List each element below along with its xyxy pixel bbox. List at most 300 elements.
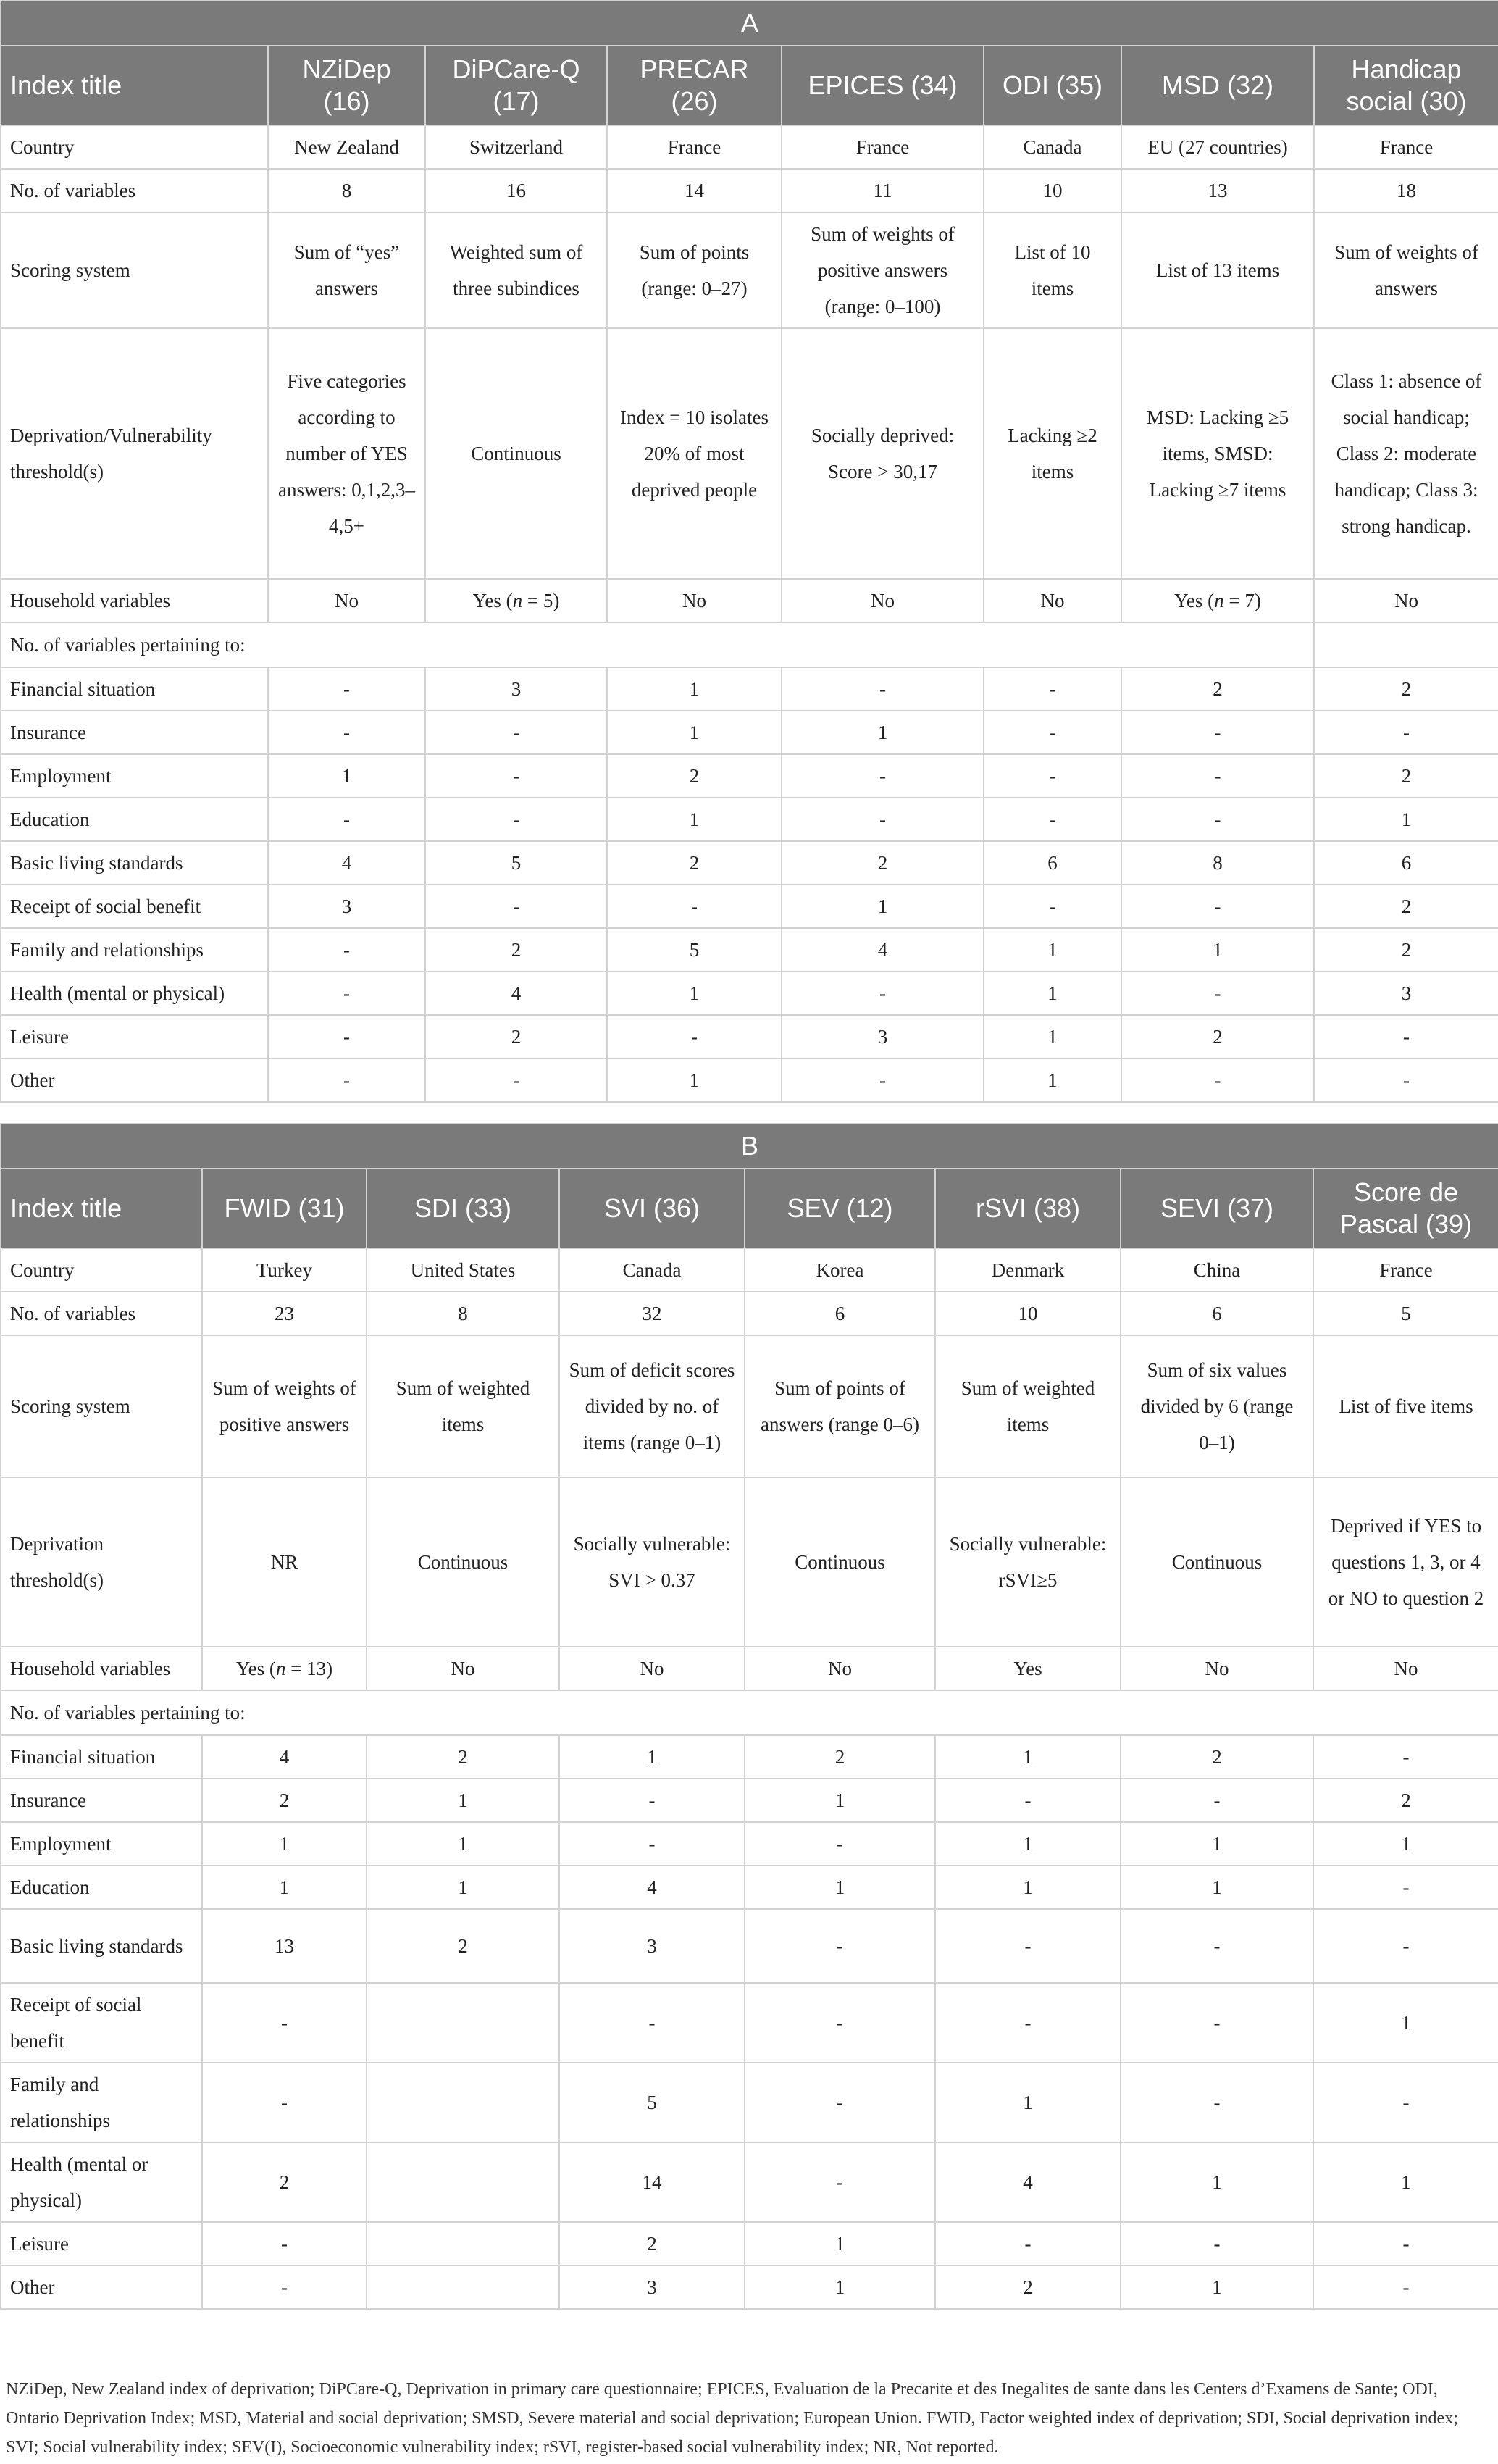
table-cell: France bbox=[1314, 125, 1498, 169]
table-cell: - bbox=[268, 1058, 425, 1102]
table-cell: - bbox=[745, 2142, 935, 2222]
table-cell: 14 bbox=[559, 2142, 745, 2222]
section-label: No. of variables pertaining to: bbox=[1, 622, 1314, 667]
row-label: Health (mental or physical) bbox=[1, 972, 268, 1015]
table-cell: Continuous bbox=[1121, 1477, 1313, 1647]
table-cell: - bbox=[1121, 1779, 1313, 1822]
table-cell bbox=[367, 2063, 559, 2142]
table-row bbox=[1, 1647, 1498, 1690]
table-cell: - bbox=[425, 798, 607, 841]
table-cell: 5 bbox=[425, 841, 607, 885]
row-label: Basic living standards bbox=[1, 841, 268, 885]
table-cell: Socially deprived: Score > 30,17 bbox=[782, 328, 984, 579]
column-header: DiPCare-Q (17) bbox=[425, 46, 607, 125]
table-cell: 4 bbox=[782, 928, 984, 972]
column-header: ODI (35) bbox=[984, 46, 1121, 125]
table-cell: 10 bbox=[984, 169, 1121, 212]
row-label: No. of variables bbox=[1, 1292, 202, 1335]
table-cell: New Zealand bbox=[268, 125, 425, 169]
table-row bbox=[1, 1058, 1498, 1102]
table-cell: No bbox=[1314, 579, 1498, 622]
table-cell: 5 bbox=[607, 928, 782, 972]
table-a-header-row bbox=[1, 46, 1498, 125]
table-cell: 4 bbox=[425, 972, 607, 1015]
table-row bbox=[1, 1909, 1498, 1983]
section-label: No. of variables pertaining to: bbox=[1, 1690, 1498, 1735]
table-cell: 1 bbox=[268, 754, 425, 798]
table-cell: 10 bbox=[935, 1292, 1121, 1335]
table-row bbox=[1, 1015, 1498, 1058]
table-a-main-rows bbox=[1, 125, 1498, 622]
table-cell: - bbox=[935, 1983, 1121, 2063]
table-cell: - bbox=[782, 1058, 984, 1102]
row-label: Other bbox=[1, 2265, 202, 2309]
table-cell: 1 bbox=[1121, 2265, 1313, 2309]
table-cell: 18 bbox=[1314, 169, 1498, 212]
table-cell: 2 bbox=[202, 1779, 367, 1822]
table-cell: 3 bbox=[268, 885, 425, 928]
table-cell: 2 bbox=[782, 841, 984, 885]
row-label: Scoring system bbox=[1, 212, 268, 328]
table-cell: - bbox=[1121, 972, 1314, 1015]
table-cell: 2 bbox=[1121, 1735, 1313, 1779]
table-cell bbox=[367, 2222, 559, 2265]
table-cell: 2 bbox=[745, 1735, 935, 1779]
table-a-sub-rows bbox=[1, 667, 1498, 1102]
table-cell: Yes (n = 5) bbox=[425, 579, 607, 622]
table-cell: Korea bbox=[745, 1248, 935, 1292]
table-cell: 2 bbox=[1121, 667, 1314, 711]
table-cell: - bbox=[268, 928, 425, 972]
table-cell: 1 bbox=[935, 1822, 1121, 1866]
table-cell: 8 bbox=[268, 169, 425, 212]
table-cell: 3 bbox=[782, 1015, 984, 1058]
table-cell: 1 bbox=[1313, 1822, 1498, 1866]
table-cell: 1 bbox=[1121, 2142, 1313, 2222]
row-label: Basic living standards bbox=[1, 1909, 202, 1983]
table-cell: 3 bbox=[559, 1909, 745, 1983]
table-cell: 5 bbox=[1313, 1292, 1498, 1335]
table-row bbox=[1, 579, 1498, 622]
row-label: Deprivation threshold(s) bbox=[1, 1477, 202, 1647]
table-cell: 1 bbox=[1313, 2142, 1498, 2222]
table-row bbox=[1, 1477, 1498, 1647]
row-label: Scoring system bbox=[1, 1335, 202, 1477]
table-cell: 4 bbox=[935, 2142, 1121, 2222]
table-cell: - bbox=[745, 1822, 935, 1866]
row-label: Employment bbox=[1, 1822, 202, 1866]
column-header: MSD (32) bbox=[1121, 46, 1314, 125]
table-cell: List of 13 items bbox=[1121, 212, 1314, 328]
table-cell: - bbox=[1121, 798, 1314, 841]
table-cell: Continuous bbox=[745, 1477, 935, 1647]
table-cell: 1 bbox=[202, 1866, 367, 1909]
table-cell: - bbox=[202, 2222, 367, 2265]
table-cell: - bbox=[1121, 885, 1314, 928]
table-cell: - bbox=[1121, 2063, 1313, 2142]
table-row bbox=[1, 972, 1498, 1015]
table-row bbox=[1, 2222, 1498, 2265]
table-cell: 1 bbox=[559, 1735, 745, 1779]
table-cell: 4 bbox=[202, 1735, 367, 1779]
table-cell: 14 bbox=[607, 169, 782, 212]
table-cell: - bbox=[1121, 1909, 1313, 1983]
table-cell: - bbox=[559, 1822, 745, 1866]
table-cell: 1 bbox=[984, 972, 1121, 1015]
table-cell: Canada bbox=[984, 125, 1121, 169]
table-cell: Sum of weights of answers bbox=[1314, 212, 1498, 328]
table-cell: Socially vulnerable: SVI > 0.37 bbox=[559, 1477, 745, 1647]
table-cell: Yes (n = 13) bbox=[202, 1647, 367, 1690]
table-cell: Continuous bbox=[367, 1477, 559, 1647]
table-cell: 1 bbox=[935, 2063, 1121, 2142]
table-cell: 1 bbox=[1121, 928, 1314, 972]
row-label: Family and relationships bbox=[1, 928, 268, 972]
table-cell: France bbox=[782, 125, 984, 169]
table-cell: 1 bbox=[607, 972, 782, 1015]
table-cell: - bbox=[782, 972, 984, 1015]
table-cell: - bbox=[1314, 711, 1498, 754]
table-row bbox=[1, 1735, 1498, 1779]
table-cell: - bbox=[984, 798, 1121, 841]
table-cell: - bbox=[745, 1909, 935, 1983]
table-cell: China bbox=[1121, 1248, 1313, 1292]
table-cell: - bbox=[559, 1779, 745, 1822]
table-cell: - bbox=[1121, 1058, 1314, 1102]
table-row bbox=[1, 754, 1498, 798]
table-cell: 1 bbox=[367, 1822, 559, 1866]
table-cell: 4 bbox=[559, 1866, 745, 1909]
table-cell: - bbox=[268, 1015, 425, 1058]
table-b-sub-rows bbox=[1, 1735, 1498, 2309]
table-cell: - bbox=[782, 754, 984, 798]
column-header: SEV (12) bbox=[745, 1169, 935, 1248]
table-cell: 2 bbox=[559, 2222, 745, 2265]
table-row bbox=[1, 2265, 1498, 2309]
table-cell: No bbox=[984, 579, 1121, 622]
table-cell: Yes (n = 7) bbox=[1121, 579, 1314, 622]
column-header: NZiDep (16) bbox=[268, 46, 425, 125]
table-cell: - bbox=[1313, 1866, 1498, 1909]
row-label: Deprivation/Vulnerability threshold(s) bbox=[1, 328, 268, 579]
row-label: Household variables bbox=[1, 1647, 202, 1690]
column-header: SEVI (37) bbox=[1121, 1169, 1313, 1248]
footnote: NZiDep, New Zealand index of deprivation; DiPCare-Q, Deprivation in primary care questionnaire; EPICES, Evaluation de la Precarite et des Inegalites de sante dans les Centers d’Examens de Sante; ODI, Ontario Deprivation Index; MSD, Material and social deprivation; SMSD, Severe material and social deprivation; European Union. FWID, Factor weighted index of deprivation; SDI, Social deprivation index; SVI; Social vulnerability index; SEV(I), Socioeconomic vulnerability index; rSVI, register-based social vulnerability index; NR, Not reported. bbox=[6, 2380, 1458, 2457]
table-cell: France bbox=[607, 125, 782, 169]
table-cell: - bbox=[745, 2063, 935, 2142]
table-row bbox=[1, 328, 1498, 579]
table-cell: - bbox=[1121, 2222, 1313, 2265]
table-cell: 8 bbox=[1121, 841, 1314, 885]
column-header: Index title bbox=[1, 46, 268, 125]
table-cell: - bbox=[607, 885, 782, 928]
table-cell: 1 bbox=[607, 711, 782, 754]
table-cell: 1 bbox=[745, 1779, 935, 1822]
table-cell: 32 bbox=[559, 1292, 745, 1335]
table-cell: 2 bbox=[935, 2265, 1121, 2309]
column-header: EPICES (34) bbox=[782, 46, 984, 125]
table-row bbox=[1, 1248, 1498, 1292]
table-row bbox=[1, 212, 1498, 328]
table-cell: 1 bbox=[782, 711, 984, 754]
table-cell: - bbox=[1313, 2222, 1498, 2265]
table-cell: No bbox=[1313, 1647, 1498, 1690]
table-row bbox=[1, 711, 1498, 754]
table-cell: - bbox=[984, 667, 1121, 711]
table-cell: Class 1: absence of social handicap; Class 2: moderate handicap; Class 3: strong handicap. bbox=[1314, 328, 1498, 579]
table-cell: - bbox=[268, 667, 425, 711]
row-label: Education bbox=[1, 798, 268, 841]
table-b-letter: B bbox=[1, 1124, 1498, 1169]
table-cell: Sum of weighted items bbox=[367, 1335, 559, 1477]
column-header: PRECAR (26) bbox=[607, 46, 782, 125]
table-row bbox=[1, 125, 1498, 169]
column-header: Index title bbox=[1, 1169, 202, 1248]
row-label: Financial situation bbox=[1, 1735, 202, 1779]
table-a-letter: A bbox=[1, 1, 1498, 46]
table-cell: List of five items bbox=[1313, 1335, 1498, 1477]
row-label: Leisure bbox=[1, 1015, 268, 1058]
row-label: Financial situation bbox=[1, 667, 268, 711]
table-cell: - bbox=[745, 1983, 935, 2063]
table-row bbox=[1, 928, 1498, 972]
table-cell: No bbox=[782, 579, 984, 622]
table-row bbox=[1, 2142, 1498, 2222]
row-label: Other bbox=[1, 1058, 268, 1102]
table-cell: - bbox=[559, 1983, 745, 2063]
table-cell: - bbox=[268, 711, 425, 754]
table-cell: 2 bbox=[367, 1735, 559, 1779]
table-cell: 2 bbox=[1314, 667, 1498, 711]
table-cell: 13 bbox=[202, 1909, 367, 1983]
table-cell bbox=[367, 1983, 559, 2063]
table-cell: 4 bbox=[268, 841, 425, 885]
table-row bbox=[1, 798, 1498, 841]
table-cell: - bbox=[425, 754, 607, 798]
table-row bbox=[1, 1822, 1498, 1866]
table-cell: - bbox=[268, 972, 425, 1015]
table-gap bbox=[0, 1103, 1498, 1123]
row-label: Health (mental or physical) bbox=[1, 2142, 202, 2222]
table-cell: 1 bbox=[935, 1866, 1121, 1909]
table-cell: 2 bbox=[1313, 1779, 1498, 1822]
table-cell: 3 bbox=[559, 2265, 745, 2309]
section-label-row bbox=[1, 622, 1498, 667]
table-cell: No bbox=[367, 1647, 559, 1690]
table-cell: Canada bbox=[559, 1248, 745, 1292]
table-cell: 1 bbox=[935, 1735, 1121, 1779]
table-cell: Sum of points of answers (range 0–6) bbox=[745, 1335, 935, 1477]
column-header: SVI (36) bbox=[559, 1169, 745, 1248]
table-cell: 1 bbox=[984, 1058, 1121, 1102]
table-cell: - bbox=[1121, 711, 1314, 754]
table-b-header-row bbox=[1, 1169, 1498, 1248]
table-cell: 8 bbox=[367, 1292, 559, 1335]
table-cell: List of 10 items bbox=[984, 212, 1121, 328]
table-cell: - bbox=[425, 1058, 607, 1102]
table-cell: Switzerland bbox=[425, 125, 607, 169]
table-cell: - bbox=[984, 711, 1121, 754]
table-row bbox=[1, 1983, 1498, 2063]
table-cell: - bbox=[782, 667, 984, 711]
table-cell: No bbox=[559, 1647, 745, 1690]
table-cell: 2 bbox=[607, 754, 782, 798]
table-row bbox=[1, 1866, 1498, 1909]
table-cell: - bbox=[607, 1015, 782, 1058]
table-cell: 1 bbox=[607, 1058, 782, 1102]
table-cell: 1 bbox=[745, 1866, 935, 1909]
table-cell: 1 bbox=[745, 2222, 935, 2265]
table-cell: - bbox=[202, 1983, 367, 2063]
row-label: Leisure bbox=[1, 2222, 202, 2265]
row-label: Receipt of social benefit bbox=[1, 1983, 202, 2063]
table-cell: No bbox=[268, 579, 425, 622]
table-cell: 1 bbox=[745, 2265, 935, 2309]
table-cell: Sum of “yes” answers bbox=[268, 212, 425, 328]
table-cell: France bbox=[1313, 1248, 1498, 1292]
table-cell: Yes bbox=[935, 1647, 1121, 1690]
table-cell: 2 bbox=[425, 1015, 607, 1058]
table-cell: 6 bbox=[745, 1292, 935, 1335]
table-cell: 3 bbox=[425, 667, 607, 711]
table-cell: - bbox=[1313, 1735, 1498, 1779]
table-cell: Continuous bbox=[425, 328, 607, 579]
table-cell: Sum of weights of positive answers (range: 0–100) bbox=[782, 212, 984, 328]
table-b-main-rows bbox=[1, 1248, 1498, 1690]
table-cell: - bbox=[202, 2265, 367, 2309]
table-cell: 13 bbox=[1121, 169, 1314, 212]
table-cell: - bbox=[1313, 2265, 1498, 2309]
table-cell: 23 bbox=[202, 1292, 367, 1335]
table-cell: - bbox=[984, 885, 1121, 928]
table-b bbox=[0, 1123, 1498, 2310]
column-header: SDI (33) bbox=[367, 1169, 559, 1248]
table-cell: Denmark bbox=[935, 1248, 1121, 1292]
table-cell bbox=[367, 2265, 559, 2309]
table-cell: - bbox=[984, 754, 1121, 798]
table-cell: NR bbox=[202, 1477, 367, 1647]
table-cell: 6 bbox=[984, 841, 1121, 885]
table-cell: 2 bbox=[607, 841, 782, 885]
table-cell: - bbox=[935, 1779, 1121, 1822]
row-label: Insurance bbox=[1, 1779, 202, 1822]
table-cell: Weighted sum of three subindices bbox=[425, 212, 607, 328]
table-cell: MSD: Lacking ≥5 items, SMSD: Lacking ≥7 items bbox=[1121, 328, 1314, 579]
table-cell: 2 bbox=[425, 928, 607, 972]
table-cell: - bbox=[782, 798, 984, 841]
table-cell: 1 bbox=[607, 798, 782, 841]
row-label: Household variables bbox=[1, 579, 268, 622]
table-cell: - bbox=[425, 711, 607, 754]
table-cell: Sum of six values divided by 6 (range 0–1) bbox=[1121, 1335, 1313, 1477]
row-label: Receipt of social benefit bbox=[1, 885, 268, 928]
table-cell: - bbox=[935, 1909, 1121, 1983]
table-cell: 1 bbox=[984, 928, 1121, 972]
table-cell: - bbox=[935, 2222, 1121, 2265]
table-cell: 1 bbox=[367, 1779, 559, 1822]
column-header: rSVI (38) bbox=[935, 1169, 1121, 1248]
table-row bbox=[1, 169, 1498, 212]
table-cell bbox=[1314, 622, 1498, 667]
table-cell: - bbox=[425, 885, 607, 928]
row-label: Education bbox=[1, 1866, 202, 1909]
table-row bbox=[1, 885, 1498, 928]
table-cell: - bbox=[1313, 1909, 1498, 1983]
table-row bbox=[1, 1292, 1498, 1335]
row-label: Insurance bbox=[1, 711, 268, 754]
row-label: Family and relationships bbox=[1, 2063, 202, 2142]
table-cell: United States bbox=[367, 1248, 559, 1292]
table-cell: 5 bbox=[559, 2063, 745, 2142]
table-cell: No bbox=[607, 579, 782, 622]
table-cell: 2 bbox=[1314, 754, 1498, 798]
table-row bbox=[1, 841, 1498, 885]
table-cell: Turkey bbox=[202, 1248, 367, 1292]
table-cell: 16 bbox=[425, 169, 607, 212]
table-cell: 2 bbox=[367, 1909, 559, 1983]
table-cell: EU (27 countries) bbox=[1121, 125, 1314, 169]
table-cell: 1 bbox=[202, 1822, 367, 1866]
table-cell: - bbox=[202, 2063, 367, 2142]
table-cell: 1 bbox=[1121, 1866, 1313, 1909]
section-label-row bbox=[1, 1690, 1498, 1735]
table-cell bbox=[367, 2142, 559, 2222]
table-cell: Sum of points (range: 0–27) bbox=[607, 212, 782, 328]
table-row bbox=[1, 667, 1498, 711]
table-cell: 1 bbox=[367, 1866, 559, 1909]
table-cell: Five categories according to number of YES answers: 0,1,2,3–4,5+ bbox=[268, 328, 425, 579]
table-cell: 6 bbox=[1121, 1292, 1313, 1335]
table-row bbox=[1, 2063, 1498, 2142]
table-cell: 3 bbox=[1314, 972, 1498, 1015]
table-cell: 1 bbox=[984, 1015, 1121, 1058]
table-cell: Socially vulnerable: rSVI≥5 bbox=[935, 1477, 1121, 1647]
table-cell: 6 bbox=[1314, 841, 1498, 885]
table-cell: 2 bbox=[1121, 1015, 1314, 1058]
table-cell: 1 bbox=[607, 667, 782, 711]
table-cell: 2 bbox=[1314, 928, 1498, 972]
table-row bbox=[1, 1335, 1498, 1477]
table-cell: No bbox=[745, 1647, 935, 1690]
table-cell: Lacking ≥2 items bbox=[984, 328, 1121, 579]
table-cell: Sum of weighted items bbox=[935, 1335, 1121, 1477]
table-cell: Index = 10 isolates 20% of most deprived people bbox=[607, 328, 782, 579]
table-row bbox=[1, 1779, 1498, 1822]
table-cell: 1 bbox=[1313, 1983, 1498, 2063]
row-label: Employment bbox=[1, 754, 268, 798]
row-label: Country bbox=[1, 1248, 202, 1292]
row-label: Country bbox=[1, 125, 268, 169]
column-header: Score de Pascal (39) bbox=[1313, 1169, 1498, 1248]
table-cell: Sum of deficit scores divided by no. of items (range 0–1) bbox=[559, 1335, 745, 1477]
table-cell: 2 bbox=[1314, 885, 1498, 928]
column-header: Handicap social (30) bbox=[1314, 46, 1498, 125]
table-cell: 1 bbox=[1121, 1822, 1313, 1866]
table-a bbox=[0, 0, 1498, 1103]
table-cell: 11 bbox=[782, 169, 984, 212]
table-cell: Deprived if YES to questions 1, 3, or 4 or NO to question 2 bbox=[1313, 1477, 1498, 1647]
table-cell: Sum of weights of positive answers bbox=[202, 1335, 367, 1477]
table-cell: No bbox=[1121, 1647, 1313, 1690]
table-cell: 1 bbox=[782, 885, 984, 928]
column-header: FWID (31) bbox=[202, 1169, 367, 1248]
table-cell: - bbox=[1121, 1983, 1313, 2063]
table-cell: - bbox=[1314, 1015, 1498, 1058]
table-cell: - bbox=[1314, 1058, 1498, 1102]
table-cell: - bbox=[1313, 2063, 1498, 2142]
table-cell: 1 bbox=[1314, 798, 1498, 841]
row-label: No. of variables bbox=[1, 169, 268, 212]
